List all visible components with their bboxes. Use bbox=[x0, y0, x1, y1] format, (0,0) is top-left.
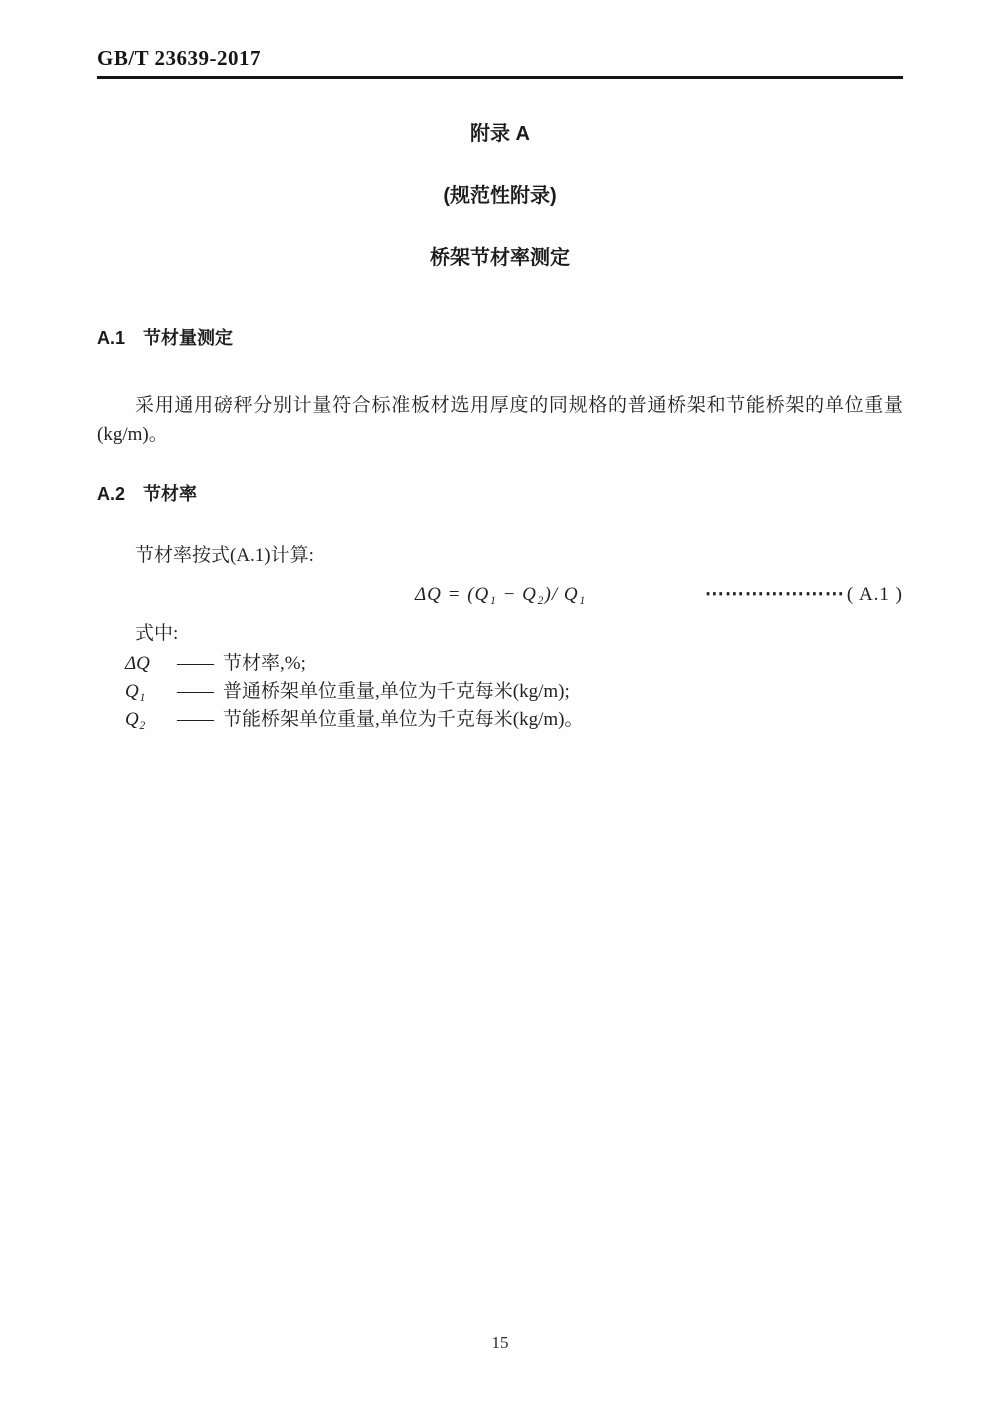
section-a2-title: 节材率 bbox=[143, 484, 198, 504]
page-number: 15 bbox=[491, 1333, 509, 1352]
appendix-title: 桥架节材率测定 bbox=[430, 247, 570, 269]
formula-intro: 节材率按式(A.1)计算: bbox=[135, 545, 314, 566]
definition-q1 bbox=[125, 678, 903, 706]
page-content bbox=[97, 0, 903, 734]
definition-dash: —— bbox=[177, 709, 213, 730]
formula-row bbox=[97, 582, 903, 608]
symbol-q1: Q₁ bbox=[125, 681, 146, 702]
symbol-delta-q: ΔQ bbox=[125, 653, 150, 674]
definition-text: 节材率,%; bbox=[223, 653, 306, 674]
definition-q2 bbox=[125, 706, 903, 734]
definition-text: 普通桥架单位重量,单位为千克每米(kg/m); bbox=[223, 681, 570, 702]
appendix-label: 附录 A bbox=[470, 123, 530, 145]
definition-dash: —— bbox=[177, 681, 213, 702]
symbol-q2: Q₂ bbox=[125, 709, 146, 730]
section-a2-heading bbox=[97, 483, 903, 505]
formula-reference bbox=[705, 582, 903, 608]
formula-dot-leader: ⋯⋯⋯⋯⋯⋯⋯ bbox=[704, 584, 845, 605]
section-a2-number: A.2 bbox=[97, 484, 126, 504]
formula-number: ( A.1 ) bbox=[846, 584, 903, 605]
formula-expression: ΔQ = (Q₁ − Q₂)/ Q₁ bbox=[415, 584, 587, 605]
section-a1-heading bbox=[97, 327, 903, 349]
symbol-definition-list bbox=[125, 650, 903, 734]
normative-annex-label: (规范性附录) bbox=[443, 185, 557, 207]
section-a1-paragraph: 采用通用磅秤分别计量符合标准板材选用厚度的同规格的普通桥架和节能桥架的单位重量(kg/m)。 bbox=[97, 395, 903, 445]
section-a1-title: 节材量测定 bbox=[143, 328, 234, 348]
running-header: GB/T 23639-2017 bbox=[97, 46, 903, 79]
definition-text: 节能桥架单位重量,单位为千克每米(kg/m)。 bbox=[223, 709, 584, 730]
definition-dash: —— bbox=[177, 653, 213, 674]
section-a1-number: A.1 bbox=[97, 328, 126, 348]
definition-delta-q bbox=[125, 650, 903, 678]
where-label: 式中: bbox=[135, 623, 179, 644]
